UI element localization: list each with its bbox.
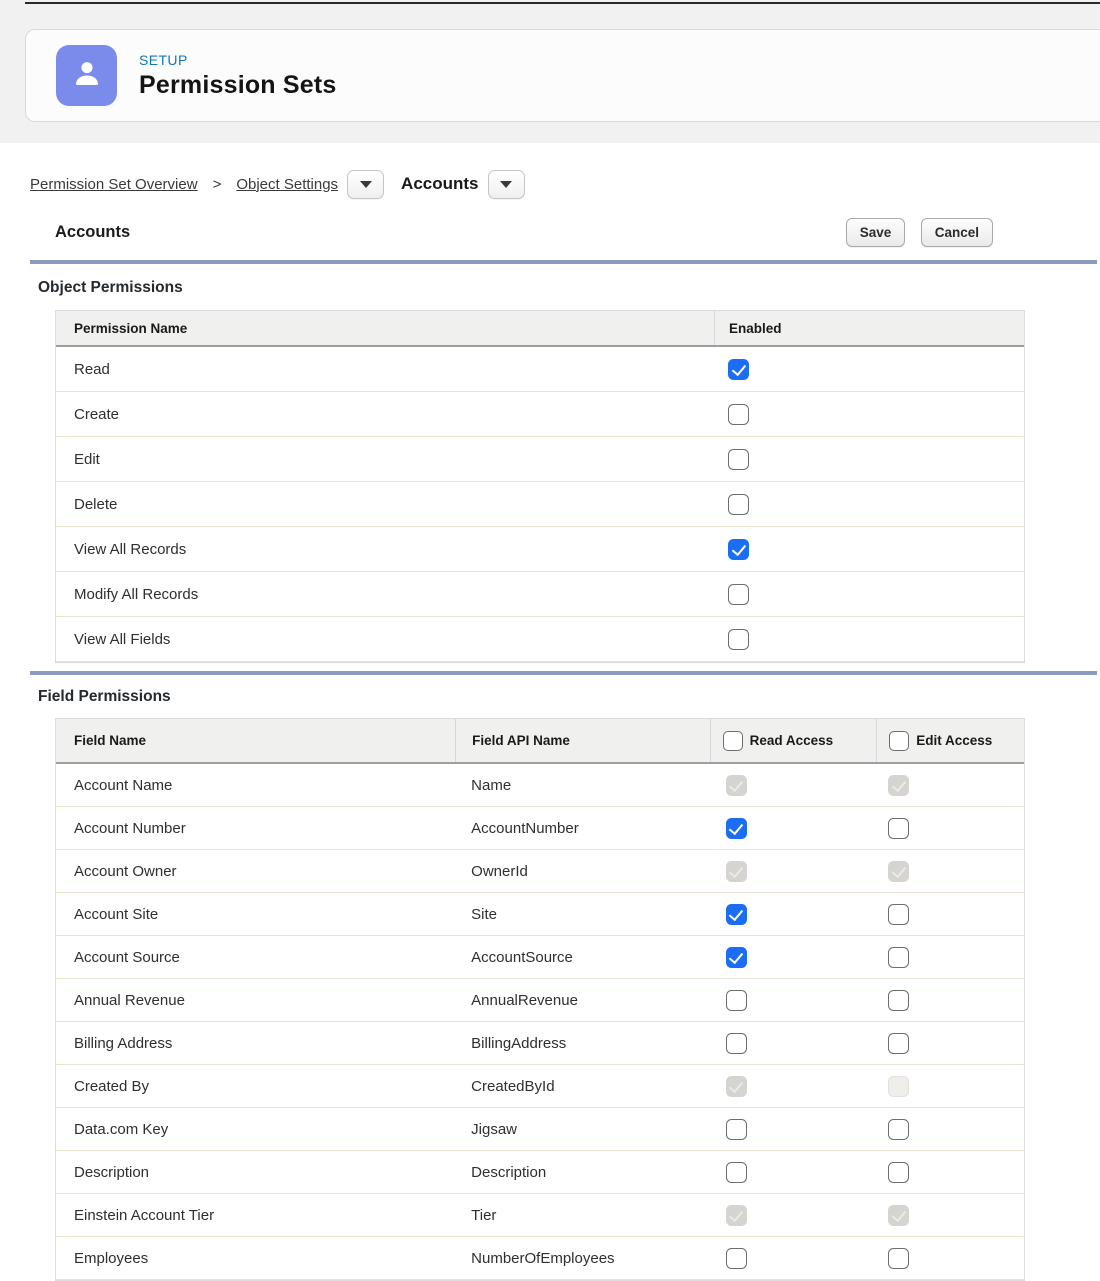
read-access-checkbox bbox=[726, 861, 747, 882]
field-api-name: Description bbox=[471, 1163, 547, 1181]
column-header-field-api-name: Field API Name bbox=[455, 719, 709, 762]
user-icon bbox=[68, 54, 106, 97]
read-access-cell bbox=[710, 850, 877, 892]
header-text bbox=[139, 52, 337, 100]
field-name: Annual Revenue bbox=[74, 991, 185, 1009]
read-access-cell bbox=[710, 936, 877, 978]
edit-access-checkbox[interactable] bbox=[888, 904, 909, 925]
permission-name: View All Fields bbox=[74, 630, 171, 648]
enabled-cell bbox=[714, 572, 1024, 616]
chevron-down-icon bbox=[500, 181, 512, 188]
enabled-checkbox[interactable] bbox=[728, 449, 749, 470]
enabled-cell bbox=[714, 617, 1024, 661]
read-access-cell bbox=[710, 1065, 877, 1107]
edit-access-checkbox[interactable] bbox=[888, 1248, 909, 1269]
edit-access-checkbox[interactable] bbox=[888, 990, 909, 1011]
table-row bbox=[56, 1108, 1024, 1151]
title-row bbox=[55, 216, 993, 248]
table-row bbox=[56, 1065, 1024, 1108]
enabled-checkbox[interactable] bbox=[728, 404, 749, 425]
edit-access-cell bbox=[876, 979, 1024, 1021]
field-permissions-heading: Field Permissions bbox=[38, 688, 171, 705]
read-access-checkbox[interactable] bbox=[726, 947, 747, 968]
read-access-cell bbox=[710, 1194, 877, 1236]
field-api-name: Name bbox=[471, 776, 512, 794]
enabled-checkbox[interactable] bbox=[728, 539, 749, 560]
save-button[interactable]: Save bbox=[846, 218, 906, 247]
breadcrumb-link-overview[interactable]: Permission Set Overview bbox=[30, 175, 198, 193]
object-permissions-table-body bbox=[56, 347, 1024, 662]
field-api-name: BillingAddress bbox=[471, 1034, 567, 1052]
read-access-checkbox[interactable] bbox=[726, 1119, 747, 1140]
table-row bbox=[56, 764, 1024, 807]
edit-access-checkbox[interactable] bbox=[888, 1033, 909, 1054]
page-title: Permission Sets bbox=[139, 70, 337, 99]
read-access-cell bbox=[710, 1151, 877, 1193]
field-api-name: AccountSource bbox=[471, 948, 573, 966]
field-api-name: OwnerId bbox=[471, 862, 528, 880]
read-access-checkbox bbox=[726, 775, 747, 796]
permission-name: Edit bbox=[74, 450, 100, 468]
read-access-checkbox[interactable] bbox=[726, 1248, 747, 1269]
permission-name: Create bbox=[74, 405, 120, 423]
setup-header-card bbox=[25, 29, 1100, 122]
table-row bbox=[56, 893, 1024, 936]
read-access-cell bbox=[710, 893, 877, 935]
read-access-cell bbox=[710, 764, 877, 806]
table-row bbox=[56, 979, 1024, 1022]
enabled-cell bbox=[714, 482, 1024, 526]
table-row bbox=[56, 1237, 1024, 1280]
breadcrumb-separator: > bbox=[212, 175, 222, 193]
edit-access-checkbox bbox=[888, 1205, 909, 1226]
edit-access-cell bbox=[876, 893, 1024, 935]
column-header-permission-name: Permission Name bbox=[74, 320, 188, 336]
enabled-checkbox[interactable] bbox=[728, 629, 749, 650]
object-dropdown-button[interactable] bbox=[488, 170, 525, 199]
table-row bbox=[56, 1022, 1024, 1065]
field-api-name: AnnualRevenue bbox=[471, 991, 578, 1009]
table-row bbox=[56, 482, 1024, 527]
field-name: Account Number bbox=[74, 819, 186, 837]
field-permissions-table bbox=[55, 718, 1025, 1281]
column-header-read-access bbox=[710, 719, 877, 762]
field-api-name: NumberOfEmployees bbox=[471, 1249, 615, 1267]
edit-access-cell bbox=[876, 1151, 1024, 1193]
edit-access-cell bbox=[876, 764, 1024, 806]
read-access-checkbox[interactable] bbox=[726, 818, 747, 839]
read-access-cell bbox=[710, 807, 877, 849]
table-row bbox=[56, 437, 1024, 482]
object-permissions-heading: Object Permissions bbox=[38, 279, 183, 296]
breadcrumb-link-object-settings[interactable]: Object Settings bbox=[236, 175, 339, 193]
edit-access-checkbox[interactable] bbox=[888, 1162, 909, 1183]
setup-eyebrow: SETUP bbox=[139, 51, 188, 68]
field-api-name: AccountNumber bbox=[471, 819, 579, 837]
edit-access-cell bbox=[876, 1194, 1024, 1236]
read-access-checkbox bbox=[726, 1076, 747, 1097]
edit-access-cell bbox=[876, 1108, 1024, 1150]
section-divider bbox=[30, 671, 1097, 675]
table-row bbox=[56, 936, 1024, 979]
column-header-enabled: Enabled bbox=[714, 311, 1024, 345]
breadcrumb bbox=[30, 169, 1100, 199]
enabled-cell bbox=[714, 527, 1024, 571]
read-access-select-all-checkbox[interactable] bbox=[723, 731, 743, 751]
section-divider bbox=[30, 260, 1097, 264]
field-name: Account Source bbox=[74, 948, 180, 966]
read-access-cell bbox=[710, 1108, 877, 1150]
read-access-checkbox[interactable] bbox=[726, 990, 747, 1011]
window-top-divider bbox=[25, 2, 1100, 4]
column-header-field-name: Field Name bbox=[74, 733, 147, 748]
table-row bbox=[56, 617, 1024, 662]
read-access-checkbox[interactable] bbox=[726, 1033, 747, 1054]
table-row bbox=[56, 572, 1024, 617]
chevron-down-icon bbox=[360, 181, 372, 188]
object-permissions-table-header bbox=[56, 311, 1024, 347]
permission-name: Read bbox=[74, 360, 110, 378]
field-api-name: Site bbox=[471, 905, 498, 923]
permission-name: Modify All Records bbox=[74, 585, 199, 603]
read-access-cell bbox=[710, 979, 877, 1021]
table-row bbox=[56, 527, 1024, 572]
edit-access-checkbox bbox=[888, 1076, 909, 1097]
table-row bbox=[56, 347, 1024, 392]
enabled-checkbox[interactable] bbox=[728, 494, 749, 515]
field-name: Data.com Key bbox=[74, 1120, 169, 1138]
field-name: Employees bbox=[74, 1249, 149, 1267]
edit-access-cell bbox=[876, 807, 1024, 849]
field-name: Einstein Account Tier bbox=[74, 1206, 215, 1224]
edit-access-checkbox bbox=[888, 861, 909, 882]
table-row bbox=[56, 392, 1024, 437]
enabled-cell bbox=[714, 347, 1024, 391]
enabled-checkbox[interactable] bbox=[728, 359, 749, 380]
edit-access-cell bbox=[876, 850, 1024, 892]
field-permissions-table-header bbox=[56, 719, 1024, 764]
field-name: Description bbox=[74, 1163, 150, 1181]
action-buttons bbox=[835, 218, 993, 247]
field-name: Billing Address bbox=[74, 1034, 173, 1052]
object-permissions-table bbox=[55, 310, 1025, 663]
object-title: Accounts bbox=[55, 222, 131, 241]
read-access-label: Read Access bbox=[749, 733, 834, 748]
edit-access-select-all-checkbox[interactable] bbox=[889, 731, 909, 751]
table-row bbox=[56, 807, 1024, 850]
setup-header bbox=[0, 0, 1100, 143]
field-api-name: CreatedById bbox=[471, 1077, 555, 1095]
enabled-cell bbox=[714, 437, 1024, 481]
field-api-name: Tier bbox=[471, 1206, 497, 1224]
edit-access-checkbox[interactable] bbox=[888, 818, 909, 839]
object-settings-dropdown-button[interactable] bbox=[347, 170, 384, 199]
edit-access-cell bbox=[876, 1065, 1024, 1107]
read-access-checkbox bbox=[726, 1205, 747, 1226]
permission-name: View All Records bbox=[74, 540, 187, 558]
edit-access-checkbox bbox=[888, 775, 909, 796]
permission-name: Delete bbox=[74, 495, 118, 513]
cancel-button[interactable]: Cancel bbox=[921, 218, 993, 247]
edit-access-cell bbox=[876, 936, 1024, 978]
field-name: Account Owner bbox=[74, 862, 177, 880]
field-name: Created By bbox=[74, 1077, 150, 1095]
table-row bbox=[56, 850, 1024, 893]
edit-access-checkbox[interactable] bbox=[888, 947, 909, 968]
column-header-edit-access bbox=[876, 719, 1024, 762]
read-access-checkbox[interactable] bbox=[726, 1162, 747, 1183]
enabled-cell bbox=[714, 392, 1024, 436]
read-access-cell bbox=[710, 1237, 877, 1279]
field-permissions-table-body bbox=[56, 764, 1024, 1280]
field-name: Account Name bbox=[74, 776, 173, 794]
read-access-cell bbox=[710, 1022, 877, 1064]
permission-sets-icon bbox=[56, 45, 117, 106]
edit-access-cell bbox=[876, 1237, 1024, 1279]
table-row bbox=[56, 1151, 1024, 1194]
edit-access-label: Edit Access bbox=[916, 733, 993, 748]
read-access-checkbox[interactable] bbox=[726, 904, 747, 925]
field-name: Account Site bbox=[74, 905, 159, 923]
breadcrumb-current-object: Accounts bbox=[401, 174, 479, 193]
edit-access-cell bbox=[876, 1022, 1024, 1064]
field-api-name: Jigsaw bbox=[471, 1120, 518, 1138]
table-row bbox=[56, 1194, 1024, 1237]
edit-access-checkbox[interactable] bbox=[888, 1119, 909, 1140]
enabled-checkbox[interactable] bbox=[728, 584, 749, 605]
